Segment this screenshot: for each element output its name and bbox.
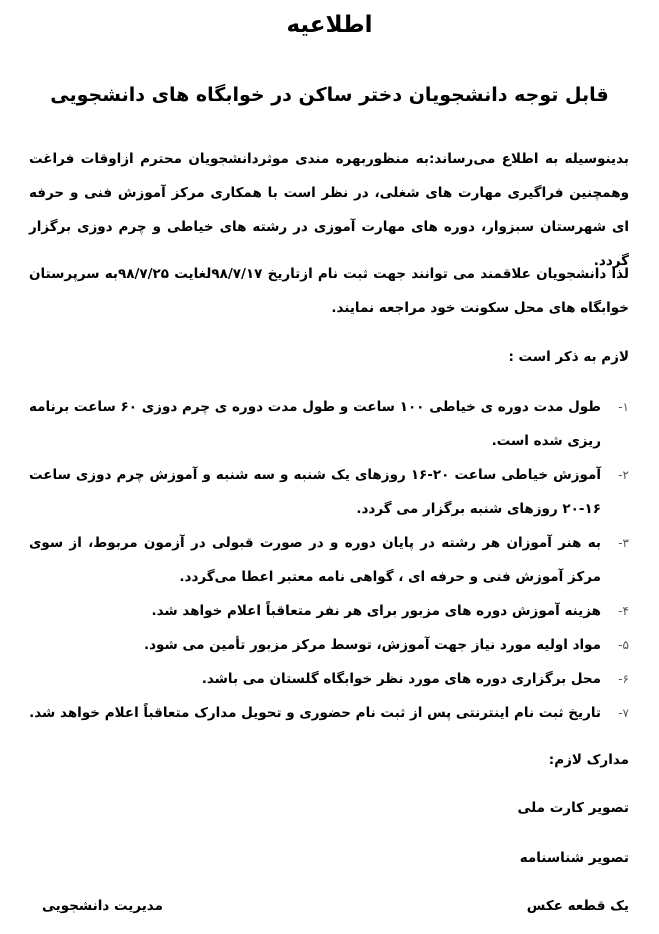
intro-paragraph: بدینوسیله به اطلاع می‌رساند:به منظوربهره مندی موثردانشجویان محترم ازاوقات فراغت وهمچنین فراگیری مهارت های شغلی، در نظر است با همکاری مرکز آموزش فنی و حرفه ای شهرستان سبزوار، دوره های مهارت آموزی در رشته های خیاطی و چرم دوزی برگزار گردد. (29, 151, 629, 269)
item-text: به هنر آموزان هر رشته در پایان دوره و در صورت قبولی در آزمون مربوط، از سوی مرکز آموزش فنی و حرفه ای ، گواهی نامه معتبر اعطا می‌گردد. (29, 535, 601, 585)
document-birth-certificate: تصویر شناسنامه (519, 850, 629, 866)
item-text: آموزش خیاطی ساعت ۲۰-۱۶ روزهای یک شنبه و سه شنبه و آموزش چرم دوزی ساعت ۱۶-۲۰ روزهای شنبه برگزار می گردد. (29, 467, 601, 517)
signature: مدیریت دانشجویی (42, 898, 163, 914)
page-title: اطلاعیه (286, 12, 373, 38)
item-number: ۱- (618, 400, 629, 414)
item-text: طول مدت دوره ی خیاطی ۱۰۰ ساعت و طول مدت دوره ی چرم دوزی ۶۰ ساعت برنامه ریزی شده است. (29, 399, 601, 449)
list-item (29, 390, 629, 458)
list-item (29, 662, 629, 696)
requirements-list (29, 390, 629, 730)
item-number: ۵- (618, 638, 629, 652)
item-text: تاریخ ثبت نام اینترنتی پس از ثبت نام حضوری و تحویل مدارک متعاقباً اعلام خواهد شد. (29, 705, 601, 721)
documents-heading: مدارک لازم: (548, 752, 629, 768)
requirements-heading: لازم به ذکر است : (508, 349, 629, 365)
item-number: ۶- (618, 672, 629, 686)
page-subtitle: قابل توجه دانشجویان دختر ساکن در خوابگاه های دانشجویی (50, 84, 609, 106)
list-item (29, 526, 629, 594)
item-text: مواد اولیه مورد نیاز جهت آموزش، توسط مرکز مزبور تأمین می شود. (143, 637, 601, 653)
list-item (29, 696, 629, 730)
list-item (29, 458, 629, 526)
item-text: محل برگزاری دوره های مورد نظر خوابگاه گلستان می باشد. (201, 671, 601, 687)
document-photo: یک قطعه عکس (526, 898, 629, 914)
item-number: ۷- (618, 706, 629, 720)
document-national-card: تصویر کارت ملی (517, 800, 629, 816)
item-number: ۴- (618, 604, 629, 618)
registration-notice: لذا دانشجویان علاقمند می توانند جهت ثبت نام ازتاریخ ۹۸/۷/۱۷لغایت ۹۸/۷/۲۵به سرپرستان خوابگاه های محل سکونت خود مراجعه نمایند. (29, 266, 629, 316)
list-item (29, 594, 629, 628)
list-item (29, 628, 629, 662)
item-number: ۳- (618, 536, 629, 550)
item-text: هزینه آموزش دوره های مزبور برای هر نفر متعاقباً اعلام خواهد شد. (151, 603, 601, 619)
item-number: ۲- (618, 468, 629, 482)
